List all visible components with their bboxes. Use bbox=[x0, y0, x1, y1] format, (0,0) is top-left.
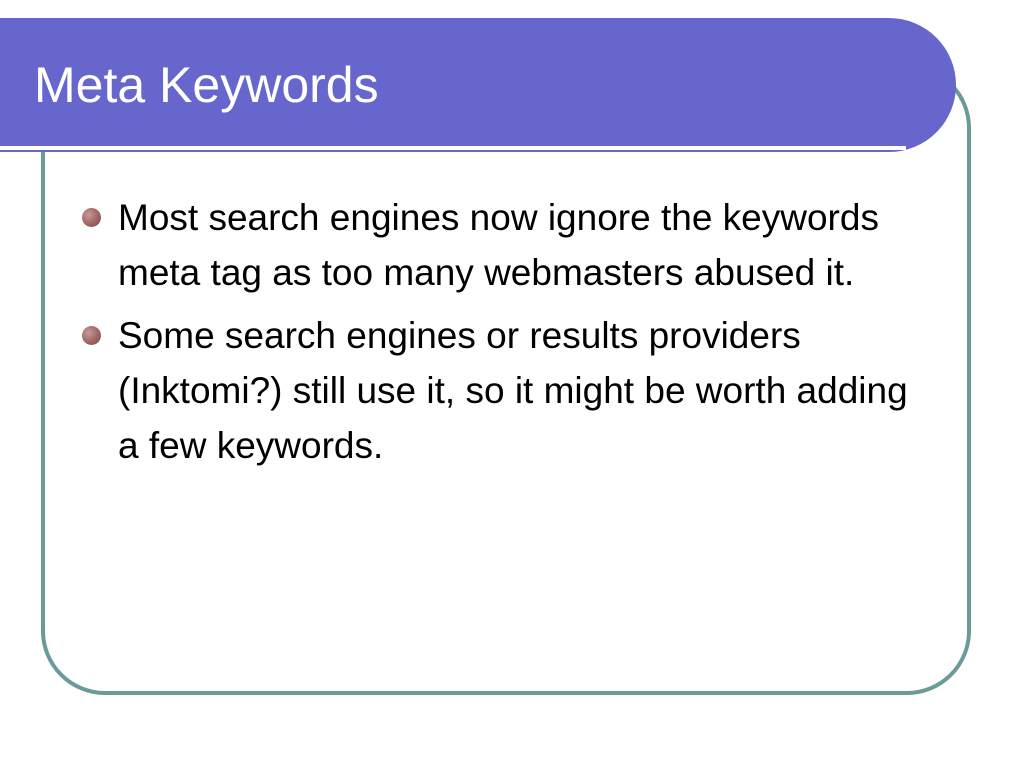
title-bar bbox=[0, 18, 956, 152]
title-underline bbox=[0, 146, 906, 150]
slide-title: Meta Keywords bbox=[34, 57, 379, 113]
bullet-text: Some search engines or results providers (Inktomi?) still use it, so it might be worth adding a few keywords. bbox=[118, 315, 908, 466]
round-bullet-icon bbox=[82, 326, 101, 345]
bullet-list bbox=[82, 190, 922, 481]
bullet-text: Most search engines now ignore the keywords meta tag as too many webmasters abused it. bbox=[118, 197, 879, 293]
bullet-item bbox=[82, 308, 922, 473]
round-bullet-icon bbox=[82, 208, 101, 227]
bullet-item bbox=[82, 190, 922, 300]
